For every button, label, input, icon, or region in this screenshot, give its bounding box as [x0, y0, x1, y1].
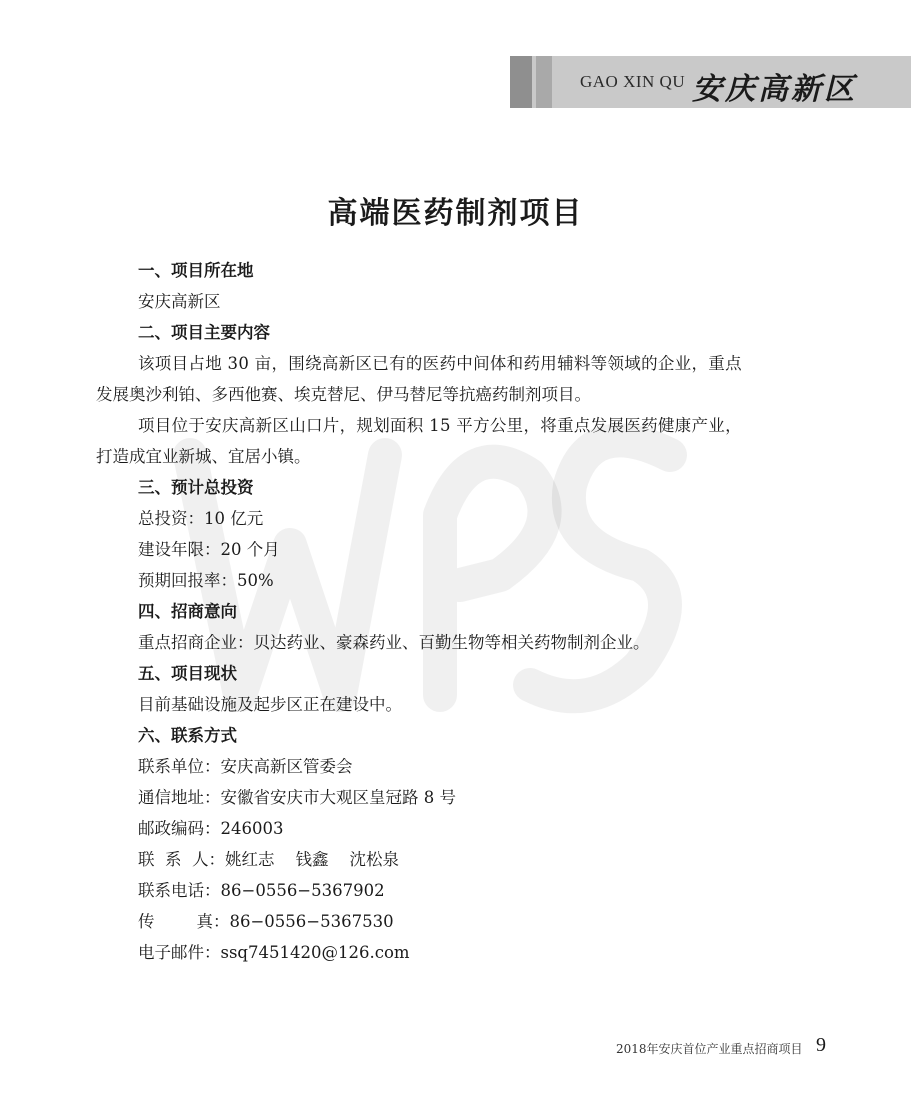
location-value: 安庆高新区 — [138, 292, 221, 311]
section-heading-intent: 四、招商意向 — [138, 602, 237, 621]
header-stripe-mid — [536, 56, 552, 108]
header-chinese-logo: 安庆高新区 — [692, 72, 857, 107]
page-number: 9 — [816, 1034, 826, 1056]
page-title: 高端医药制剂项目 — [327, 196, 584, 231]
section-heading-content: 二、项目主要内容 — [138, 323, 270, 342]
section-heading-contact: 六、联系方式 — [138, 726, 237, 745]
section-heading-investment: 三、预计总投资 — [138, 478, 254, 497]
construction-period: 建设年限：20 个月 — [138, 540, 280, 559]
contact-postcode: 邮政编码：246003 — [138, 819, 284, 838]
contact-email: 电子邮件：ssq7451420@126.com — [138, 943, 410, 962]
expected-return: 预期回报率：50% — [138, 571, 274, 590]
content-paragraph-2-line-2: 打造成宜业新城、宜居小镇。 — [96, 447, 311, 466]
content-paragraph-1-line-2: 发展奥沙利铂、多西他赛、埃克替尼、伊马替尼等抗癌药制剂项目。 — [96, 385, 591, 404]
header-stripe-dark — [510, 56, 532, 108]
content-paragraph-2-line-1: 项目位于安庆高新区山口片，规划面积 15 平方公里，将重点发展医药健康产业， — [138, 416, 742, 435]
contact-unit: 联系单位：安庆高新区管委会 — [138, 757, 353, 776]
contact-address: 通信地址：安徽省安庆市大观区皇冠路 8 号 — [138, 788, 456, 807]
content-paragraph-1-line-1: 该项目占地 30 亩，围绕高新区已有的医药中间体和药用辅料等领域的企业，重点 — [138, 354, 742, 373]
header-english: GAO XIN QU — [580, 72, 686, 91]
contact-fax: 传 真：86−0556−5367530 — [138, 912, 394, 931]
footer-caption: 2018年安庆首位产业重点招商项目 — [616, 1042, 803, 1056]
total-investment: 总投资：10 亿元 — [138, 509, 264, 528]
contact-person: 联 系 人：姚红志 钱鑫 沈松泉 — [138, 850, 399, 869]
intent-value: 重点招商企业：贝达药业、豪森药业、百勤生物等相关药物制剂企业。 — [138, 633, 650, 652]
section-heading-status: 五、项目现状 — [138, 664, 237, 683]
status-value: 目前基础设施及起步区正在建设中。 — [138, 695, 402, 714]
contact-phone: 联系电话：86−0556−5367902 — [138, 881, 385, 900]
section-heading-location: 一、项目所在地 — [138, 261, 254, 280]
document-body — [96, 255, 816, 968]
